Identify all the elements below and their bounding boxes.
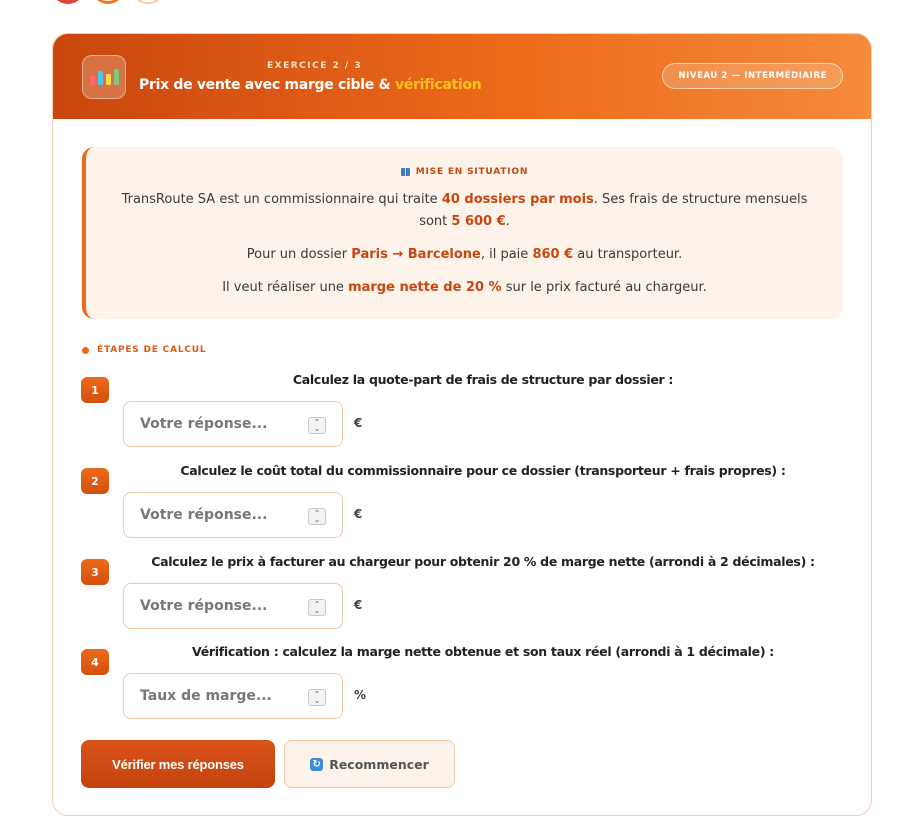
step-question: Calculez le prix à facturer au chargeur pour obtenir 20 % de marge nette (arrondi à 2 décimales) : bbox=[151, 554, 815, 569]
reset-button[interactable] bbox=[284, 740, 455, 788]
step-number: 3 bbox=[81, 559, 109, 585]
unit-label: € bbox=[354, 507, 363, 521]
input-placeholder: Taux de marge... bbox=[140, 688, 272, 704]
exercise-header bbox=[53, 34, 871, 119]
answer-input-2[interactable] bbox=[123, 492, 343, 538]
number-spinner-icon[interactable]: ⌃ ⌄ bbox=[308, 599, 326, 616]
number-spinner-icon[interactable]: ⌃ ⌄ bbox=[308, 417, 326, 434]
verify-button[interactable]: Vérifier mes réponses bbox=[81, 740, 275, 788]
bullet-icon bbox=[82, 347, 89, 354]
text: TransRoute SA est un commissionnaire qui traite bbox=[121, 192, 442, 207]
exercise-title bbox=[139, 77, 481, 93]
answer-input-1[interactable] bbox=[123, 401, 343, 447]
unit-label: % bbox=[354, 688, 367, 702]
text: Pour un dossier bbox=[246, 247, 352, 262]
emphasis: 860 € bbox=[532, 247, 574, 262]
exercise-card bbox=[52, 33, 872, 816]
text: . Ses frais de structure mensuels sont bbox=[419, 192, 808, 229]
input-placeholder: Votre réponse... bbox=[140, 598, 268, 614]
exercise-counter: EXERCICE 2 / 3 bbox=[267, 61, 363, 71]
step-question: Calculez la quote-part de frais de structure par dossier : bbox=[292, 372, 674, 387]
step-question: Calculez le coût total du commissionnaire pour ce dossier (transporteur + frais propres) : bbox=[180, 463, 786, 478]
reset-button-label: Recommencer bbox=[329, 756, 429, 772]
text: sur le prix facturé au chargeur. bbox=[501, 280, 707, 295]
answer-input-4[interactable] bbox=[123, 673, 343, 719]
unit-label: € bbox=[354, 598, 363, 612]
emphasis: Paris → Barcelone bbox=[351, 247, 481, 262]
steps-heading bbox=[82, 345, 206, 355]
text: Il veut réaliser une bbox=[222, 280, 349, 295]
refresh-icon: ↻ bbox=[310, 758, 323, 771]
input-placeholder: Votre réponse... bbox=[140, 507, 268, 523]
text: . bbox=[505, 214, 510, 229]
situation-label bbox=[86, 167, 843, 177]
book-icon bbox=[401, 168, 410, 176]
emphasis: 5 600 € bbox=[451, 214, 506, 229]
exercise-title-highlight: vérification bbox=[394, 77, 482, 93]
situation-label-text: MISE EN SITUATION bbox=[415, 167, 529, 177]
step-question: Vérification : calculez la marge nette obtenue et son taux réel (arrondi à 1 décimale) : bbox=[192, 644, 774, 659]
input-placeholder: Votre réponse... bbox=[140, 416, 268, 432]
text: , il paie bbox=[480, 247, 533, 262]
step-number: 4 bbox=[81, 649, 109, 675]
situation-panel bbox=[82, 147, 843, 319]
situation-paragraph-2 bbox=[86, 244, 843, 266]
emphasis: 40 dossiers par mois bbox=[441, 192, 594, 207]
progress-dot-1 bbox=[54, 0, 82, 4]
number-spinner-icon[interactable]: ⌃ ⌄ bbox=[308, 689, 326, 706]
progress-dot-2 bbox=[94, 0, 122, 4]
progress-dot-3 bbox=[134, 0, 162, 4]
situation-paragraph-3 bbox=[86, 277, 843, 299]
step-number: 2 bbox=[81, 468, 109, 494]
answer-input-3[interactable] bbox=[123, 583, 343, 629]
unit-label: € bbox=[354, 416, 363, 430]
emphasis: marge nette de 20 % bbox=[348, 280, 502, 295]
number-spinner-icon[interactable]: ⌃ ⌄ bbox=[308, 508, 326, 525]
steps-heading-text: ÉTAPES DE CALCUL bbox=[97, 345, 207, 355]
exercise-title-main: Prix de vente avec marge cible & bbox=[139, 77, 395, 93]
bar-chart-icon bbox=[82, 55, 126, 99]
step-number: 1 bbox=[81, 377, 109, 403]
level-badge: NIVEAU 2 — INTERMÉDIAIRE bbox=[662, 63, 843, 89]
text: au transporteur. bbox=[573, 247, 683, 262]
progress-dots bbox=[54, 0, 162, 4]
situation-paragraph-1 bbox=[86, 189, 843, 233]
